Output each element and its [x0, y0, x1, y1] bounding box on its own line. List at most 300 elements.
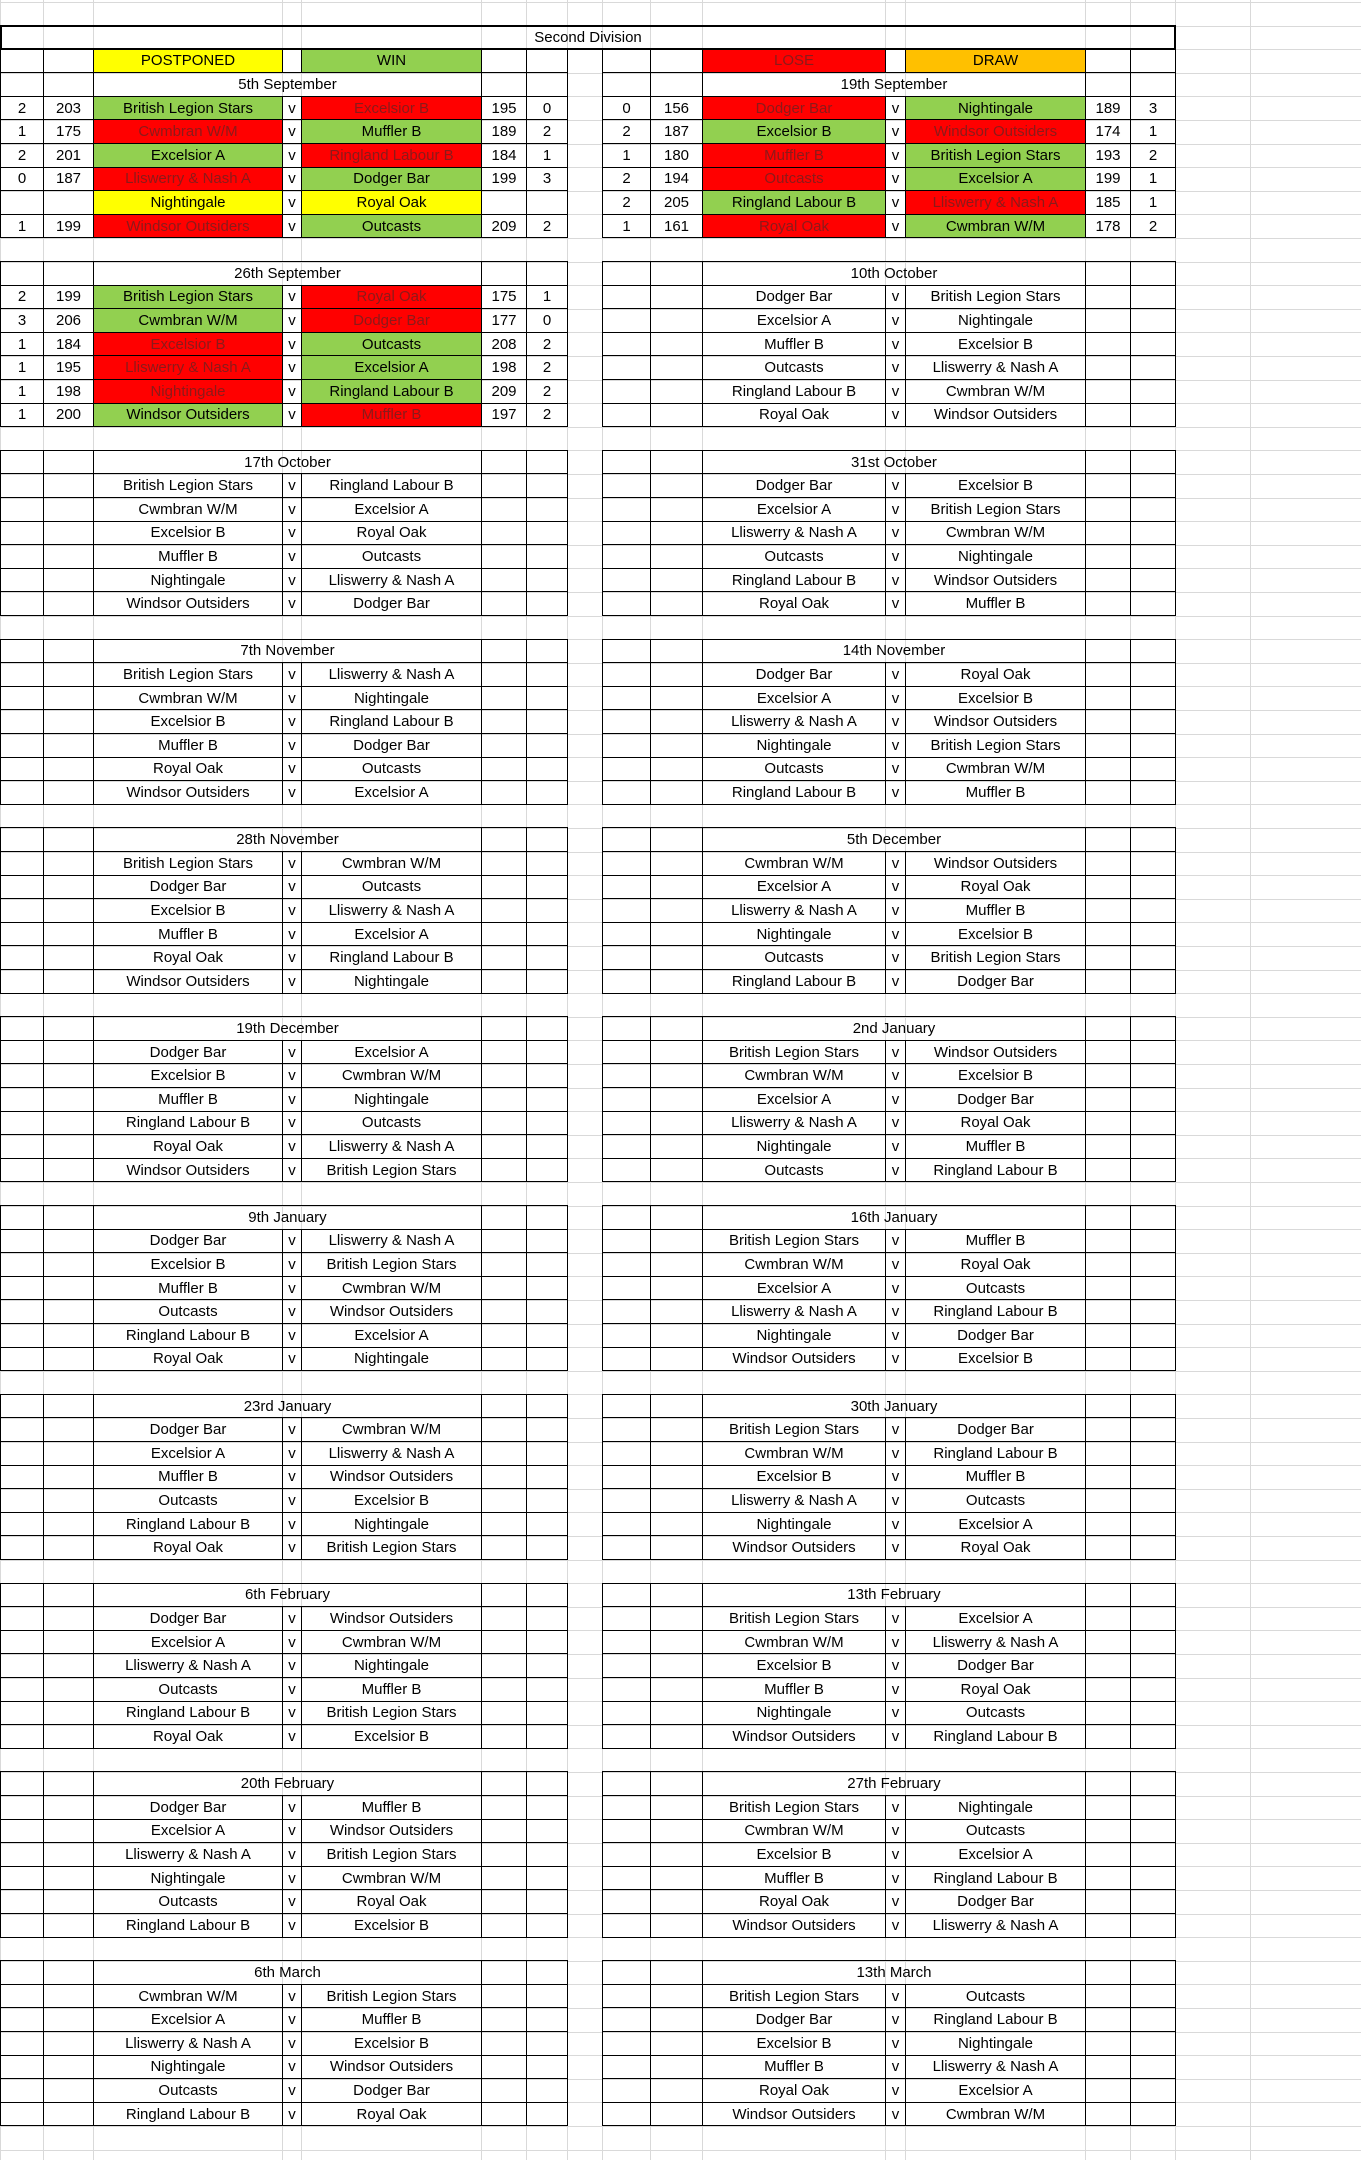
- away-score: [481, 1535, 527, 1560]
- away-team: Windsor Outsiders: [905, 568, 1086, 593]
- home-points: [602, 1040, 651, 1065]
- home-score: 187: [650, 119, 703, 144]
- home-score: [650, 1819, 703, 1844]
- away-score: 209: [481, 214, 527, 239]
- away-team: Windsor Outsiders: [905, 403, 1086, 428]
- home-points: [602, 922, 651, 947]
- away-team: Lliswerry & Nash A: [905, 355, 1086, 380]
- away-points: 2: [526, 355, 568, 380]
- round-date: 6th February: [93, 1583, 482, 1608]
- away-team: Ringland Labour B: [905, 2007, 1086, 2032]
- away-points: [526, 1158, 568, 1183]
- away-team: Ringland Labour B: [905, 1158, 1086, 1183]
- home-team: Outcasts: [702, 1158, 886, 1183]
- away-score: [1085, 1724, 1131, 1749]
- home-team: Muffler B: [702, 332, 886, 357]
- home-team: Excelsior A: [702, 875, 886, 900]
- away-score: [1085, 1323, 1131, 1348]
- home-points: [0, 1323, 44, 1348]
- away-points: [1130, 875, 1176, 900]
- away-score: [1085, 332, 1131, 357]
- versus-label: v: [282, 709, 302, 734]
- versus-label: v: [282, 1889, 302, 1914]
- away-team: Royal Oak: [905, 1535, 1086, 1560]
- away-team: Outcasts: [301, 544, 482, 569]
- away-score: [1085, 1347, 1131, 1372]
- home-score: [650, 2102, 703, 2127]
- home-score: [650, 355, 703, 380]
- away-team: Excelsior A: [905, 167, 1086, 192]
- home-points: 3: [0, 308, 44, 333]
- home-team: Excelsior B: [93, 332, 283, 357]
- versus-label: v: [885, 403, 906, 428]
- versus-label: v: [885, 1606, 906, 1631]
- versus-label: v: [282, 119, 302, 144]
- away-score: 198: [481, 355, 527, 380]
- home-score: [650, 1889, 703, 1914]
- gridline: [1250, 0, 1251, 2160]
- home-team: Dodger Bar: [702, 96, 886, 121]
- away-score: [481, 1819, 527, 1844]
- home-score: [650, 662, 703, 687]
- home-score: [43, 2007, 94, 2032]
- home-points: [602, 591, 651, 616]
- away-points: [526, 1606, 568, 1631]
- versus-label: v: [885, 898, 906, 923]
- away-score: [481, 190, 527, 215]
- home-points: 2: [602, 119, 651, 144]
- away-team: Royal Oak: [905, 875, 1086, 900]
- away-team: British Legion Stars: [905, 733, 1086, 758]
- versus-label: v: [282, 780, 302, 805]
- away-score: [481, 2055, 527, 2080]
- blank-cell: [526, 261, 568, 286]
- away-team: Dodger Bar: [905, 1417, 1086, 1442]
- home-team: British Legion Stars: [702, 1795, 886, 1820]
- versus-label: v: [282, 1795, 302, 1820]
- away-points: [526, 1488, 568, 1513]
- home-score: [650, 2078, 703, 2103]
- blank-cell: [1130, 1960, 1176, 1985]
- home-team: Dodger Bar: [702, 662, 886, 687]
- round-date: 19th December: [93, 1016, 482, 1041]
- away-score: [1085, 1299, 1131, 1324]
- away-points: [526, 1701, 568, 1726]
- round-date: 10th October: [702, 261, 1086, 286]
- away-score: [481, 1323, 527, 1348]
- away-points: [1130, 1913, 1176, 1938]
- home-points: [602, 1134, 651, 1159]
- versus-label: v: [282, 1087, 302, 1112]
- blank-cell: [602, 1960, 651, 1985]
- home-team: Royal Oak: [93, 945, 283, 970]
- away-score: [1085, 1252, 1131, 1277]
- blank-cell: [481, 827, 527, 852]
- versus-label: v: [885, 1913, 906, 1938]
- home-team: British Legion Stars: [702, 1984, 886, 2009]
- away-score: 177: [481, 308, 527, 333]
- away-points: [526, 1134, 568, 1159]
- home-points: [602, 1724, 651, 1749]
- home-team: Lliswerry & Nash A: [702, 709, 886, 734]
- home-team: Ringland Labour B: [93, 1323, 283, 1348]
- away-score: [1085, 1158, 1131, 1183]
- home-points: [0, 780, 44, 805]
- away-score: [1085, 1535, 1131, 1560]
- home-points: [0, 922, 44, 947]
- home-points: [602, 497, 651, 522]
- home-score: [43, 851, 94, 876]
- versus-label: v: [282, 1229, 302, 1254]
- home-score: [43, 662, 94, 687]
- home-score: [650, 1252, 703, 1277]
- away-points: [1130, 1889, 1176, 1914]
- home-score: 205: [650, 190, 703, 215]
- home-score: [650, 1913, 703, 1938]
- away-points: 1: [526, 285, 568, 310]
- away-score: [1085, 308, 1131, 333]
- blank-cell: [650, 450, 703, 475]
- home-score: [43, 1606, 94, 1631]
- legend-blank: [602, 49, 651, 74]
- home-points: [602, 1488, 651, 1513]
- away-points: [1130, 2007, 1176, 2032]
- away-points: [526, 780, 568, 805]
- away-points: [1130, 898, 1176, 923]
- away-team: Cwmbran W/M: [301, 1063, 482, 1088]
- versus-label: v: [885, 1111, 906, 1136]
- away-score: [481, 1417, 527, 1442]
- away-points: [1130, 969, 1176, 994]
- home-score: [43, 1347, 94, 1372]
- away-points: [1130, 1677, 1176, 1702]
- home-score: [650, 733, 703, 758]
- away-score: [481, 733, 527, 758]
- versus-label: v: [885, 922, 906, 947]
- home-points: [0, 1701, 44, 1726]
- blank-cell: [650, 1960, 703, 1985]
- home-score: [650, 1984, 703, 2009]
- away-points: [1130, 1158, 1176, 1183]
- away-points: [1130, 1252, 1176, 1277]
- blank-cell: [481, 639, 527, 664]
- home-team: Windsor Outsiders: [93, 969, 283, 994]
- home-points: [602, 1795, 651, 1820]
- away-points: [526, 2031, 568, 2056]
- away-points: [1130, 1276, 1176, 1301]
- home-score: [650, 1134, 703, 1159]
- home-points: [602, 308, 651, 333]
- away-team: Dodger Bar: [905, 1323, 1086, 1348]
- home-points: [0, 1087, 44, 1112]
- away-points: [526, 544, 568, 569]
- away-team: Lliswerry & Nash A: [301, 1134, 482, 1159]
- versus-label: v: [282, 1819, 302, 1844]
- home-team: Dodger Bar: [702, 285, 886, 310]
- home-points: 1: [0, 332, 44, 357]
- away-score: [481, 1913, 527, 1938]
- away-points: [526, 969, 568, 994]
- home-score: [650, 898, 703, 923]
- away-score: [481, 1158, 527, 1183]
- home-team: Nightingale: [702, 1134, 886, 1159]
- home-score: [43, 1913, 94, 1938]
- home-points: [0, 1819, 44, 1844]
- versus-label: v: [885, 1158, 906, 1183]
- away-score: [481, 1087, 527, 1112]
- away-score: [1085, 1819, 1131, 1844]
- home-points: [602, 1417, 651, 1442]
- home-score: 198: [43, 379, 94, 404]
- home-score: [43, 1677, 94, 1702]
- home-team: Royal Oak: [702, 591, 886, 616]
- home-score: [650, 1535, 703, 1560]
- away-score: [1085, 1417, 1131, 1442]
- blank-cell: [0, 1771, 44, 1796]
- home-points: [0, 1441, 44, 1466]
- versus-label: v: [885, 1087, 906, 1112]
- away-score: [1085, 662, 1131, 687]
- blank-cell: [1130, 1771, 1176, 1796]
- home-score: [43, 1724, 94, 1749]
- away-team: Cwmbran W/M: [905, 379, 1086, 404]
- away-team: Outcasts: [905, 1984, 1086, 2009]
- away-points: [526, 568, 568, 593]
- away-score: [1085, 757, 1131, 782]
- home-team: Excelsior B: [93, 521, 283, 546]
- away-team: Muffler B: [301, 119, 482, 144]
- versus-label: v: [282, 898, 302, 923]
- home-score: [43, 1134, 94, 1159]
- versus-label: v: [282, 2055, 302, 2080]
- away-team: Ringland Labour B: [301, 473, 482, 498]
- round-date: 7th November: [93, 639, 482, 664]
- home-points: 2: [602, 190, 651, 215]
- home-score: [43, 1063, 94, 1088]
- blank-cell: [0, 450, 44, 475]
- away-points: [526, 1913, 568, 1938]
- away-team: British Legion Stars: [905, 945, 1086, 970]
- home-score: [43, 497, 94, 522]
- home-points: 0: [602, 96, 651, 121]
- away-points: [1130, 945, 1176, 970]
- away-points: 1: [1130, 167, 1176, 192]
- home-points: [0, 473, 44, 498]
- away-team: Nightingale: [905, 308, 1086, 333]
- blank-cell: [0, 72, 44, 97]
- away-team: Excelsior B: [905, 332, 1086, 357]
- home-team: Ringland Labour B: [702, 969, 886, 994]
- home-score: [43, 1984, 94, 2009]
- home-team: Windsor Outsiders: [93, 591, 283, 616]
- home-score: [43, 1819, 94, 1844]
- blank-cell: [481, 72, 527, 97]
- away-score: [1085, 1889, 1131, 1914]
- blank-cell: [481, 1205, 527, 1230]
- blank-cell: [526, 1016, 568, 1041]
- blank-cell: [43, 1960, 94, 1985]
- home-team: Nightingale: [93, 568, 283, 593]
- versus-label: v: [885, 308, 906, 333]
- away-points: [1130, 1087, 1176, 1112]
- round-date: 5th September: [93, 72, 482, 97]
- home-team: Cwmbran W/M: [702, 1252, 886, 1277]
- versus-label: v: [885, 686, 906, 711]
- away-team: Excelsior A: [301, 922, 482, 947]
- home-points: [0, 1984, 44, 2009]
- away-score: [1085, 1229, 1131, 1254]
- away-points: [526, 521, 568, 546]
- away-points: 1: [1130, 190, 1176, 215]
- blank-cell: [526, 1960, 568, 1985]
- home-points: [0, 945, 44, 970]
- away-score: [1085, 473, 1131, 498]
- away-points: [526, 1347, 568, 1372]
- away-team: British Legion Stars: [301, 1535, 482, 1560]
- away-points: [526, 898, 568, 923]
- blank-cell: [43, 1771, 94, 1796]
- away-team: Windsor Outsiders: [301, 1465, 482, 1490]
- home-points: [0, 2078, 44, 2103]
- away-score: [1085, 1913, 1131, 1938]
- home-team: Excelsior A: [702, 497, 886, 522]
- away-score: [481, 568, 527, 593]
- away-team: Muffler B: [905, 591, 1086, 616]
- home-points: [602, 1535, 651, 1560]
- away-score: [481, 2078, 527, 2103]
- versus-label: v: [885, 1653, 906, 1678]
- home-score: [43, 2078, 94, 2103]
- home-score: [43, 1866, 94, 1891]
- away-score: 178: [1085, 214, 1131, 239]
- home-score: [43, 945, 94, 970]
- versus-label: v: [885, 1323, 906, 1348]
- home-team: Muffler B: [93, 1465, 283, 1490]
- away-team: Outcasts: [301, 332, 482, 357]
- away-score: 189: [481, 119, 527, 144]
- home-team: Muffler B: [702, 1866, 886, 1891]
- versus-label: v: [282, 1134, 302, 1159]
- away-team: Windsor Outsiders: [905, 709, 1086, 734]
- versus-label: v: [885, 662, 906, 687]
- home-points: [0, 662, 44, 687]
- versus-label: v: [282, 1630, 302, 1655]
- away-points: [526, 686, 568, 711]
- away-team: Excelsior A: [301, 1323, 482, 1348]
- away-score: [1085, 1441, 1131, 1466]
- home-team: Ringland Labour B: [702, 568, 886, 593]
- home-team: Excelsior A: [93, 143, 283, 168]
- home-points: [0, 1606, 44, 1631]
- versus-label: v: [885, 96, 906, 121]
- away-points: 1: [1130, 119, 1176, 144]
- away-points: 1: [526, 143, 568, 168]
- blank-cell: [0, 827, 44, 852]
- versus-label: v: [282, 190, 302, 215]
- away-score: [1085, 969, 1131, 994]
- away-score: [481, 875, 527, 900]
- away-team: Muffler B: [301, 2007, 482, 2032]
- away-team: British Legion Stars: [905, 143, 1086, 168]
- away-score: [1085, 1866, 1131, 1891]
- blank-cell: [1085, 1205, 1131, 1230]
- home-score: [43, 1795, 94, 1820]
- away-points: 3: [526, 167, 568, 192]
- versus-label: v: [885, 285, 906, 310]
- away-team: Outcasts: [905, 1276, 1086, 1301]
- away-team: Windsor Outsiders: [905, 1040, 1086, 1065]
- home-team: Cwmbran W/M: [93, 686, 283, 711]
- away-team: Royal Oak: [301, 285, 482, 310]
- away-team: Ringland Labour B: [905, 1441, 1086, 1466]
- blank-cell: [602, 1583, 651, 1608]
- away-score: [1085, 1087, 1131, 1112]
- home-team: Cwmbran W/M: [702, 1441, 886, 1466]
- versus-label: v: [282, 96, 302, 121]
- home-points: [602, 521, 651, 546]
- versus-label: v: [282, 1158, 302, 1183]
- away-points: [526, 709, 568, 734]
- home-score: 180: [650, 143, 703, 168]
- away-score: [481, 473, 527, 498]
- home-score: [650, 1323, 703, 1348]
- away-points: [526, 2007, 568, 2032]
- home-team: Muffler B: [93, 544, 283, 569]
- versus-label: v: [282, 521, 302, 546]
- home-team: Royal Oak: [93, 1724, 283, 1749]
- home-team: Lliswerry & Nash A: [702, 521, 886, 546]
- home-score: [650, 757, 703, 782]
- home-points: [0, 1535, 44, 1560]
- home-team: Outcasts: [702, 355, 886, 380]
- away-points: [1130, 780, 1176, 805]
- home-points: [0, 1299, 44, 1324]
- versus-label: v: [282, 922, 302, 947]
- away-points: [1130, 2078, 1176, 2103]
- away-points: [526, 473, 568, 498]
- blank-cell: [481, 1960, 527, 1985]
- away-score: [481, 521, 527, 546]
- home-score: 199: [43, 285, 94, 310]
- blank-cell: [43, 72, 94, 97]
- away-score: [1085, 1488, 1131, 1513]
- home-team: Excelsior B: [702, 1653, 886, 1678]
- blank-cell: [526, 1205, 568, 1230]
- versus-label: v: [282, 1535, 302, 1560]
- home-score: [43, 2055, 94, 2080]
- home-team: Cwmbran W/M: [93, 308, 283, 333]
- home-points: [0, 1724, 44, 1749]
- away-points: [526, 497, 568, 522]
- versus-label: v: [282, 1040, 302, 1065]
- home-points: 2: [602, 167, 651, 192]
- versus-label: v: [885, 1465, 906, 1490]
- away-team: Cwmbran W/M: [905, 214, 1086, 239]
- away-points: [526, 2055, 568, 2080]
- away-team: Outcasts: [301, 1111, 482, 1136]
- home-team: Windsor Outsiders: [93, 214, 283, 239]
- versus-label: v: [282, 1701, 302, 1726]
- home-score: [650, 285, 703, 310]
- home-team: Dodger Bar: [93, 875, 283, 900]
- away-score: [481, 1134, 527, 1159]
- away-team: Excelsior B: [905, 1347, 1086, 1372]
- away-score: [481, 945, 527, 970]
- away-team: Cwmbran W/M: [301, 1276, 482, 1301]
- blank-cell: [43, 1205, 94, 1230]
- blank-cell: [650, 1394, 703, 1419]
- home-score: [650, 591, 703, 616]
